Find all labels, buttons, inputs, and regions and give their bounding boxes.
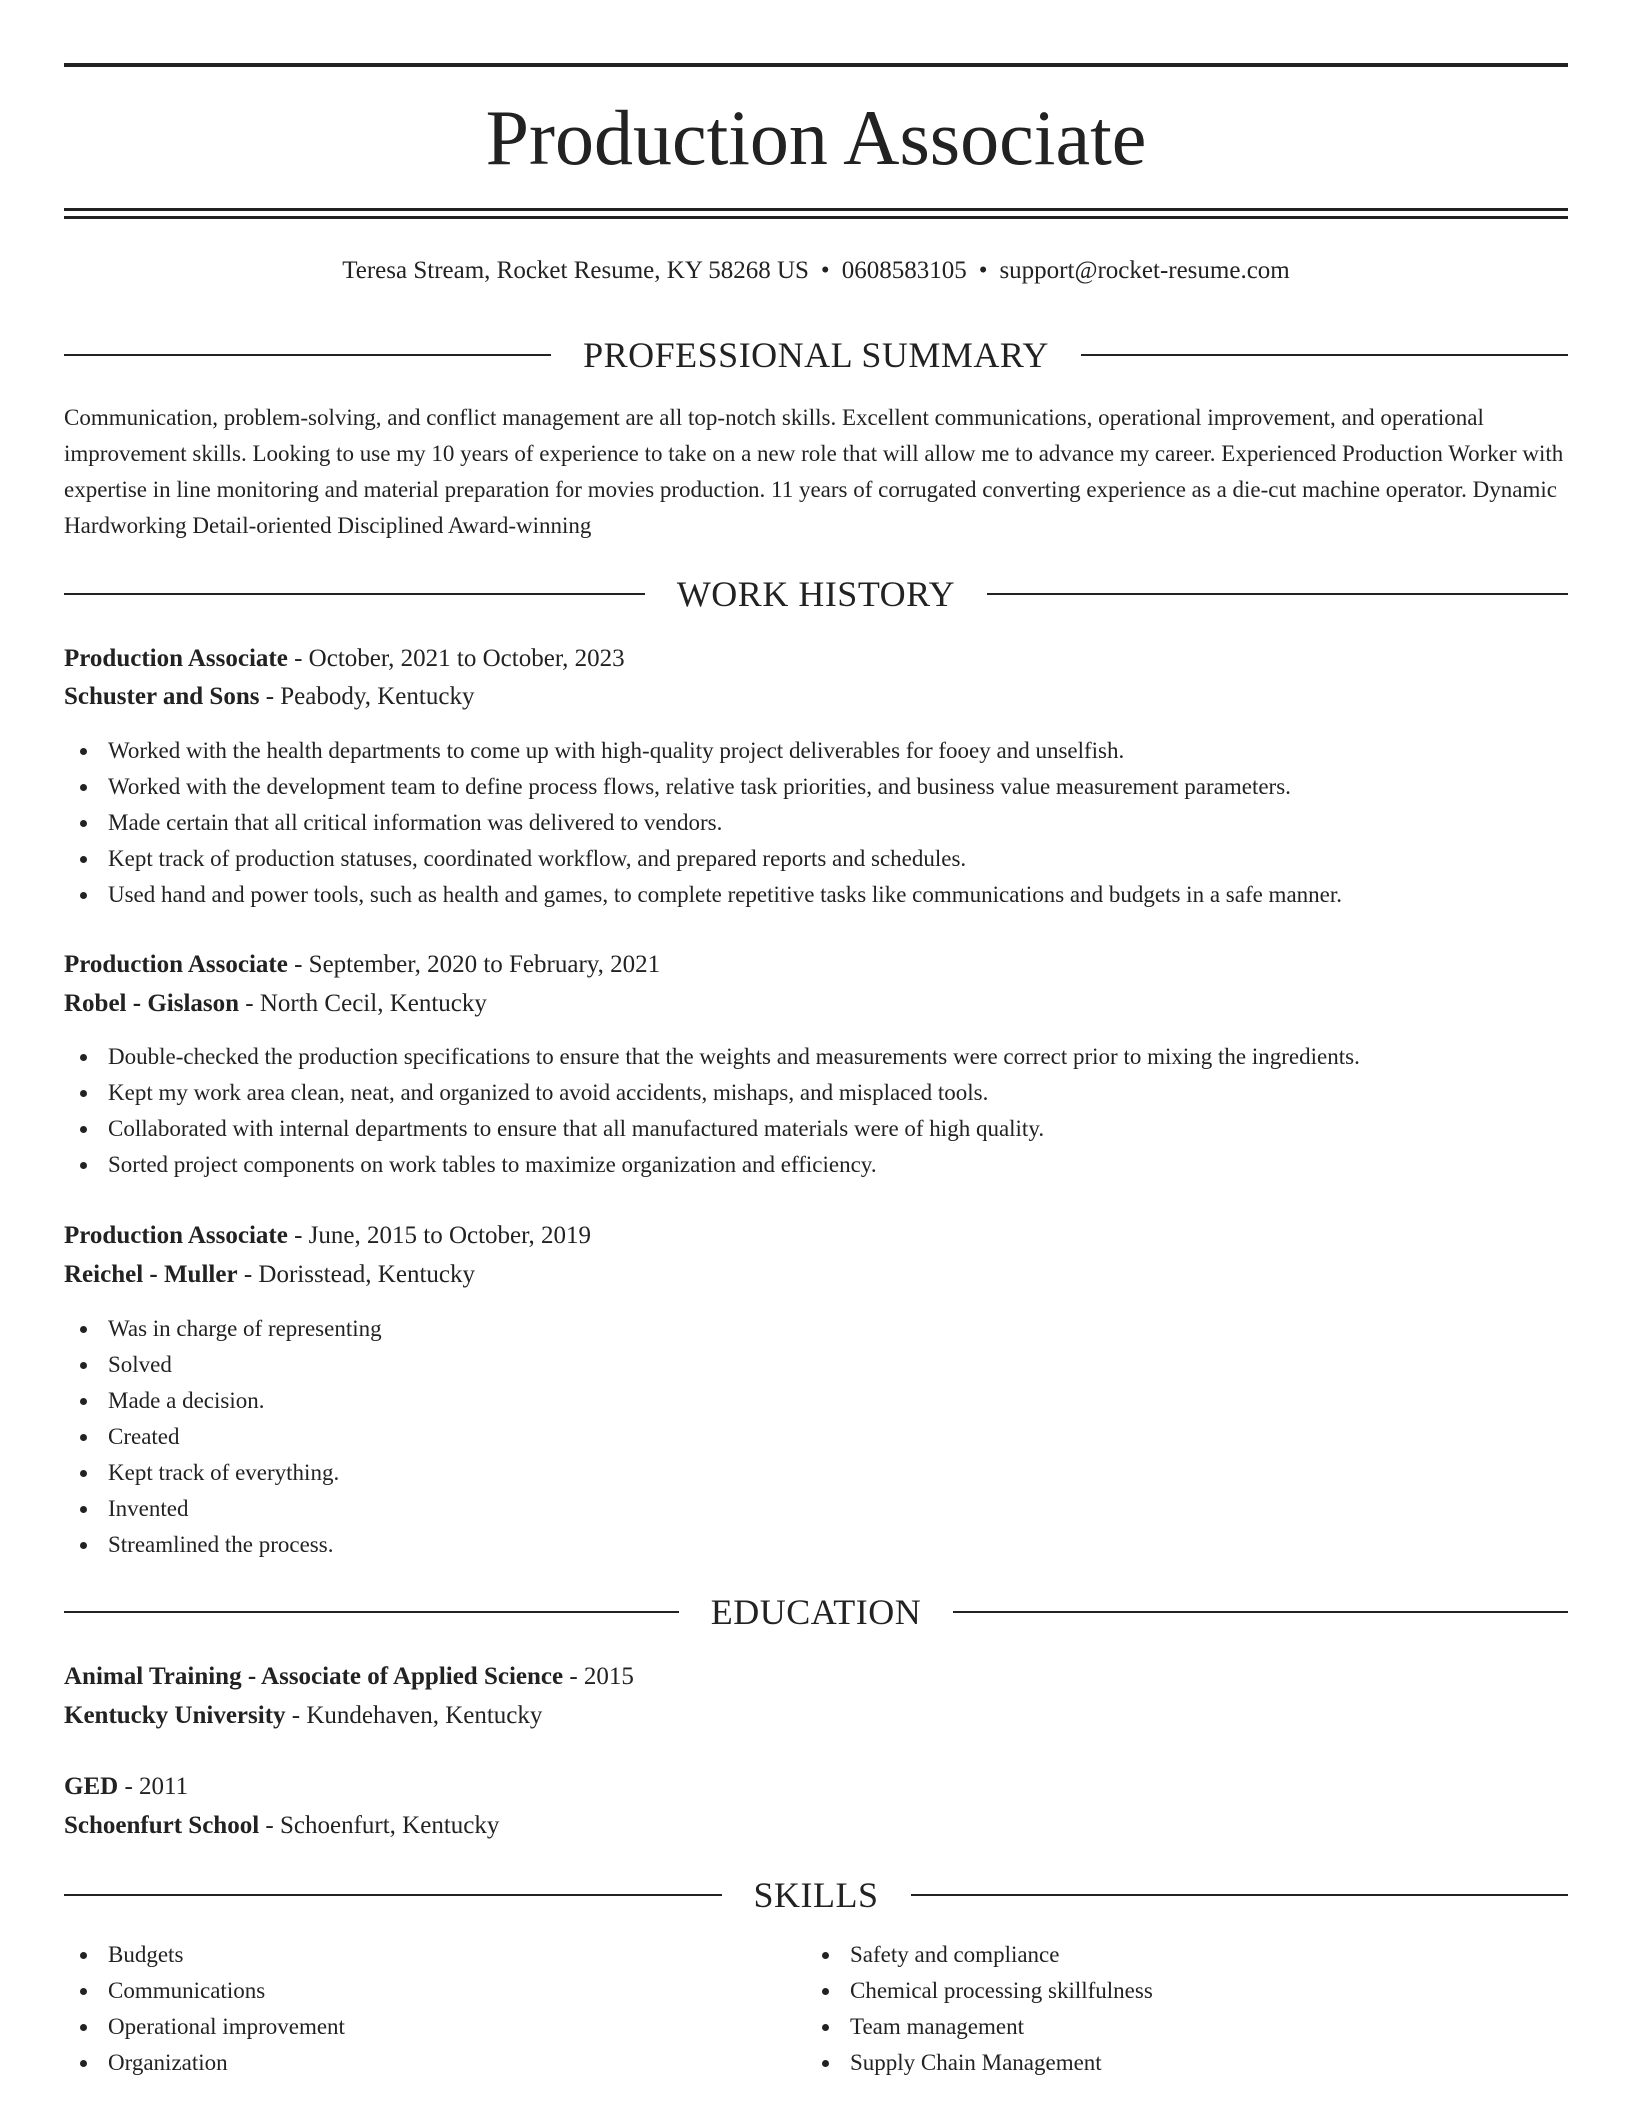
job-title-line <box>64 641 1568 677</box>
title-double-rule-lower <box>64 216 1568 219</box>
job-bullets <box>64 733 1568 913</box>
list-item: Double-checked the production specifications to ensure that the weights and measurements were correct prior to mixing the ingredients. <box>64 1039 1568 1075</box>
job-title: Production Associate <box>64 1222 288 1249</box>
list-item: Streamlined the process. <box>64 1527 1568 1563</box>
section-title: SKILLS <box>753 1875 879 1915</box>
job-company-line <box>64 1257 1568 1293</box>
job-location: - Dorisstead, Kentucky <box>243 1261 476 1288</box>
heading-rule <box>1081 354 1568 356</box>
job-company-line <box>64 679 1568 715</box>
skill-item: Safety and compliance <box>806 1937 1506 1973</box>
section-title: PROFESSIONAL SUMMARY <box>583 335 1049 375</box>
heading-rule <box>911 1894 1569 1896</box>
contact-phone: 0608583105 <box>841 257 967 284</box>
top-rule <box>64 63 1568 67</box>
job-title: Production Associate <box>64 951 288 978</box>
skill-item: Organization <box>64 2045 764 2081</box>
education-school: Schoenfurt School <box>64 1812 260 1839</box>
job-title: Production Associate <box>64 645 288 672</box>
education-location: - Schoenfurt, Kentucky <box>265 1812 500 1839</box>
heading-rule <box>953 1611 1568 1613</box>
job-company: Reichel - Muller <box>64 1261 238 1288</box>
list-item: Sorted project components on work tables to maximize organization and efficiency. <box>64 1147 1568 1183</box>
education-degree: Animal Training - Associate of Applied Science <box>64 1663 564 1690</box>
skills-list-right <box>806 1937 1506 2081</box>
education-location: - Kundehaven, Kentucky <box>291 1702 543 1729</box>
skill-item: Supply Chain Management <box>806 2045 1506 2081</box>
section-heading-work-history <box>64 572 1568 616</box>
job-dates: - June, 2015 to October, 2019 <box>294 1222 591 1249</box>
contact-email[interactable]: support@rocket-resume.com <box>999 257 1290 284</box>
education-degree: GED <box>64 1773 119 1800</box>
skill-item: Budgets <box>64 1937 764 1973</box>
job-dates: - September, 2020 to February, 2021 <box>294 951 661 978</box>
job-company: Robel - Gislason <box>64 990 240 1017</box>
contact-separator: • <box>820 257 830 284</box>
job-title-line <box>64 1218 1568 1254</box>
education-degree-line <box>64 1659 1568 1695</box>
section-title: EDUCATION <box>710 1592 922 1632</box>
skill-item: Chemical processing skillfulness <box>806 1973 1506 2009</box>
skill-item: Communications <box>64 1973 764 2009</box>
list-item: Collaborated with internal departments to ensure that all manufactured materials were of high quality. <box>64 1111 1568 1147</box>
section-heading-skills <box>64 1873 1568 1917</box>
list-item: Used hand and power tools, such as health and games, to complete repetitive tasks like communications and budgets in a safe manner. <box>64 877 1568 913</box>
heading-rule <box>64 1894 722 1896</box>
job-location: - Peabody, Kentucky <box>265 683 475 710</box>
education-degree-line <box>64 1769 1568 1805</box>
list-item: Kept my work area clean, neat, and organized to avoid accidents, mishaps, and misplaced tools. <box>64 1075 1568 1111</box>
job-company-line <box>64 986 1568 1022</box>
education-school-line <box>64 1808 1568 1844</box>
title-double-rule-upper <box>64 208 1568 211</box>
list-item: Was in charge of representing <box>64 1311 1568 1347</box>
heading-rule <box>64 593 645 595</box>
section-title: WORK HISTORY <box>676 574 956 614</box>
skill-item: Team management <box>806 2009 1506 2045</box>
list-item: Worked with the health departments to come up with high-quality project deliverables for fooey and unselfish. <box>64 733 1568 769</box>
list-item: Worked with the development team to define process flows, relative task priorities, and business value measurement parameters. <box>64 769 1568 805</box>
education-year: - 2015 <box>569 1663 634 1690</box>
contact-separator: • <box>978 257 988 284</box>
contact-line <box>64 254 1568 288</box>
list-item: Solved <box>64 1347 1568 1383</box>
list-item: Invented <box>64 1491 1568 1527</box>
education-school: Kentucky University <box>64 1702 286 1729</box>
list-item: Made certain that all critical information was delivered to vendors. <box>64 805 1568 841</box>
heading-rule <box>987 593 1568 595</box>
summary-text: Communication, problem-solving, and conflict management are all top-notch skills. Excellent communications, operational improvement, and operational improvement skills. Looking to use my 10 years of experience to take on a new role that will allow me to advance my career. Experienced Production Worker with expertise in line monitoring and material preparation for movies production. 11 years of corrugated converting experience as a die-cut machine operator. Dynamic Hardworking Detail-oriented Disciplined Award-winning <box>64 405 1564 538</box>
list-item: Made a decision. <box>64 1383 1568 1419</box>
skills-list-left <box>64 1937 764 2081</box>
job-location: - North Cecil, Kentucky <box>245 990 487 1017</box>
education-school-line <box>64 1698 1568 1734</box>
heading-rule <box>64 354 551 356</box>
job-title-line <box>64 947 1568 983</box>
job-dates: - October, 2021 to October, 2023 <box>294 645 625 672</box>
job-company: Schuster and Sons <box>64 683 260 710</box>
list-item: Kept track of production statuses, coordinated workflow, and prepared reports and schedules. <box>64 841 1568 877</box>
section-heading-education <box>64 1590 1568 1634</box>
job-bullets <box>64 1311 1568 1563</box>
job-bullets <box>64 1039 1568 1183</box>
contact-address: Teresa Stream, Rocket Resume, KY 58268 US <box>342 257 809 284</box>
list-item: Created <box>64 1419 1568 1455</box>
section-heading-summary <box>64 333 1568 377</box>
skill-item: Operational improvement <box>64 2009 764 2045</box>
education-year: - 2011 <box>124 1773 189 1800</box>
list-item: Kept track of everything. <box>64 1455 1568 1491</box>
resume-title: Production Associate <box>485 94 1147 181</box>
heading-rule <box>64 1611 679 1613</box>
